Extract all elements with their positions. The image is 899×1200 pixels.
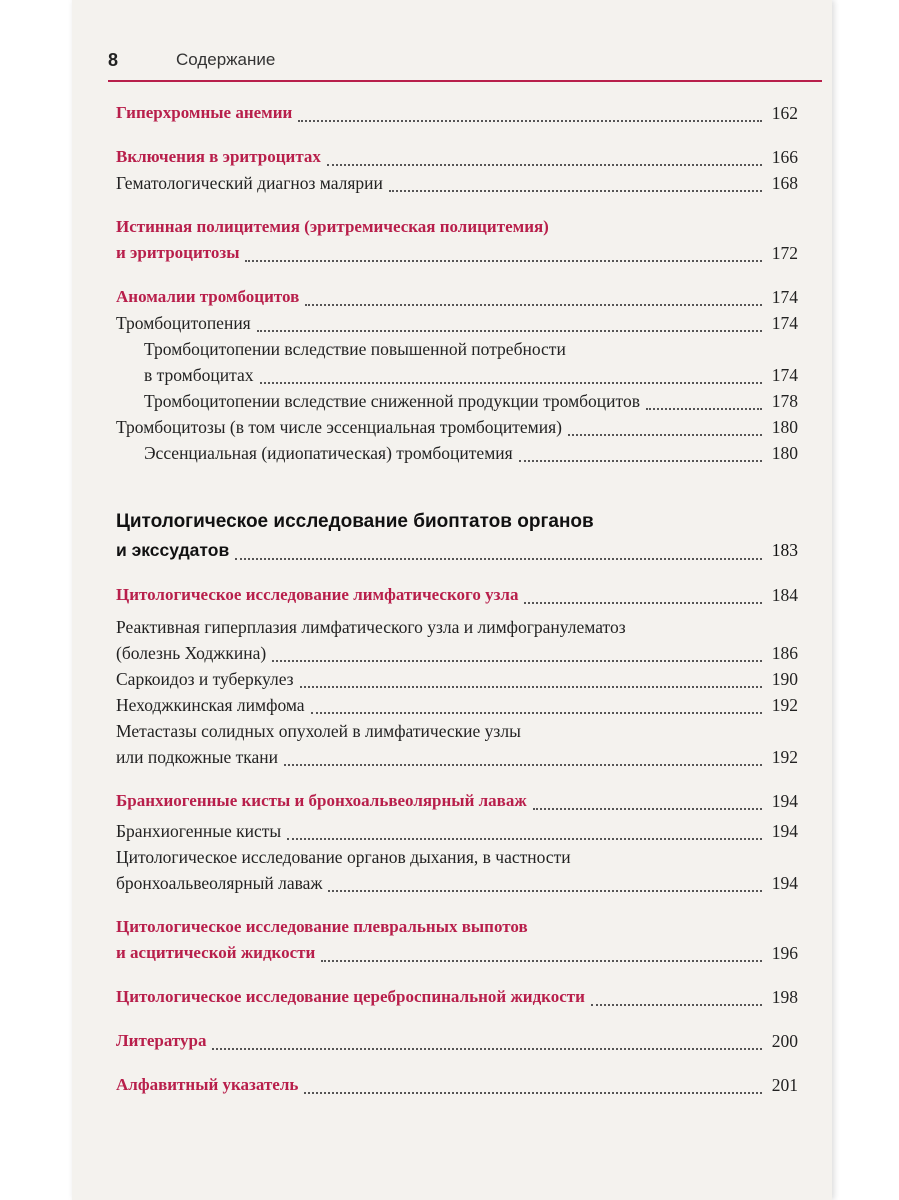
toc-section-polycythemia [116,214,798,266]
toc-entry-title: Эссенциальная (идиопатическая) тромбоцитемия [144,443,513,463]
toc-entry-respiratory-cytology [116,844,798,896]
toc-entry-page: 168 [771,173,798,193]
toc-entry-page: 186 [771,643,798,663]
toc-entry-title: Бранхиогенные кисты и бронхоальвеолярный лаваж [116,791,527,810]
toc-entry-title-line2: (болезнь Ходжкина) [116,643,267,663]
toc-entry-page: 166 [771,147,798,167]
toc-entry-title: Гематологический диагноз малярии [116,173,383,193]
toc-entry-title-line2: бронхоальвеолярный лаваж [116,873,323,893]
leader-dots [304,1078,762,1094]
toc-entry-thrombocytopenia-consumption [116,336,798,388]
page-number: 8 [108,50,119,70]
toc-entry-page: 180 [771,417,798,437]
toc-entry-page: 194 [771,821,798,841]
toc-entry-title: Гиперхромные анемии [116,103,293,122]
header-rule [108,80,822,82]
toc-entry-page: 174 [771,287,798,307]
toc-entry-page: 183 [771,540,798,560]
toc-entry-page: 174 [771,365,798,385]
toc-entry-title-line1: Цитологическое исследование плевральных выпотов [116,917,528,936]
toc-entry-page: 180 [771,443,798,463]
toc-entry-title: Алфавитный указатель [116,1075,299,1094]
toc-section-index [116,1072,798,1098]
leader-dots [568,420,762,436]
leader-dots [300,672,762,688]
leader-dots [524,588,762,604]
toc-entry-thrombocytopenia [116,310,798,336]
table-of-contents [116,100,798,1098]
leader-dots [284,750,762,766]
toc-entry-page: 192 [771,695,798,715]
toc-chapter-cytology [116,508,798,564]
toc-entry-page: 196 [771,943,798,963]
leader-dots [298,106,762,122]
toc-entry-title-line1: Тромбоцитопении вследствие повышенной потребности [144,339,566,359]
toc-section-pleural-effusions [116,914,798,966]
toc-section-csf [116,984,798,1010]
leader-dots [212,1034,762,1050]
toc-entry-title: Литература [116,1031,207,1050]
toc-entry-page: 174 [771,313,798,333]
toc-chapter-title-line2: и экссудатов [116,540,230,560]
toc-entry-page: 198 [771,987,798,1007]
toc-entry-title: Неходжкинская лимфома [116,695,305,715]
toc-entry-title-line2: в тромбоцитах [144,365,254,385]
toc-entry-title-line1: Реактивная гиперплазия лимфатического узла и лимфогранулематоз [116,617,626,637]
leader-dots [260,368,762,384]
leader-dots [287,824,762,840]
toc-entry-title: Тромбоцитозы (в том числе эссенциальная тромбоцитемия) [116,417,562,437]
toc-entry-thrombocytopenia-production [116,388,798,414]
toc-entry-page: 178 [771,391,798,411]
toc-entry-title: Цитологическое исследование цереброспинальной жидкости [116,987,585,1006]
toc-entry-page: 162 [771,103,798,123]
toc-entry-malaria [116,170,798,196]
book-page [72,0,832,1200]
toc-entry-reactive-hyperplasia [116,614,798,666]
toc-entry-branchiogenic-cysts [116,818,798,844]
toc-entry-page: 194 [771,873,798,893]
leader-dots [257,316,762,332]
toc-entry-sarcoidosis [116,666,798,692]
toc-entry-title: Бранхиогенные кисты [116,821,282,841]
toc-entry-page: 192 [771,747,798,767]
toc-entry-page: 194 [771,791,798,811]
leader-dots [305,290,762,306]
toc-entry-title-line2: или подкожные ткани [116,747,279,767]
toc-entry-page: 172 [771,243,798,263]
leader-dots [311,698,762,714]
running-header [108,46,822,82]
toc-entry-title-line1: Истинная полицитемия (эритремическая полицитемия) [116,217,549,236]
toc-entry-title: Цитологическое исследование лимфатического узла [116,585,519,604]
toc-entry-title: Саркоидоз и туберкулез [116,669,294,689]
toc-entry-page: 190 [771,669,798,689]
leader-dots [389,176,762,192]
toc-entry-title: Включения в эритроцитах [116,147,321,166]
toc-section-platelet-anomalies [116,284,798,310]
toc-section-erythrocyte-inclusions [116,144,798,170]
toc-entry-page: 184 [771,585,798,605]
toc-entry-non-hodgkin [116,692,798,718]
toc-entry-thrombocytosis [116,414,798,440]
header-title: Содержание [176,50,276,69]
toc-section-lymph-node [116,582,798,608]
toc-entry-metastases [116,718,798,770]
toc-entry-essential-thrombocythemia [116,440,798,466]
toc-entry-title-line1: Цитологическое исследование органов дыхания, в частности [116,847,571,867]
toc-entry-title-line1: Метастазы солидных опухолей в лимфатические узлы [116,721,521,741]
toc-entry-title: Тромбоцитопении вследствие сниженной продукции тромбоцитов [144,391,640,411]
leader-dots [591,990,762,1006]
leader-dots [533,794,762,810]
leader-dots [327,150,762,166]
toc-section-branchiogenic [116,788,798,814]
leader-dots [272,646,762,662]
toc-entry-title-line2: и эритроцитозы [116,243,240,262]
toc-entry-title: Аномалии тромбоцитов [116,287,300,306]
toc-entry-page: 201 [771,1075,798,1095]
toc-section-hyperchromic-anemia [116,100,798,126]
leader-dots [321,946,762,962]
toc-chapter-title-line1: Цитологическое исследование биоптатов органов [116,511,594,532]
toc-section-literature [116,1028,798,1054]
leader-dots [328,876,762,892]
leader-dots [519,446,762,462]
toc-entry-page: 200 [771,1031,798,1051]
toc-entry-title-line2: и асцитической жидкости [116,943,316,962]
leader-dots [646,394,762,410]
leader-dots [245,246,762,262]
leader-dots [235,544,762,560]
toc-entry-title: Тромбоцитопения [116,313,251,333]
